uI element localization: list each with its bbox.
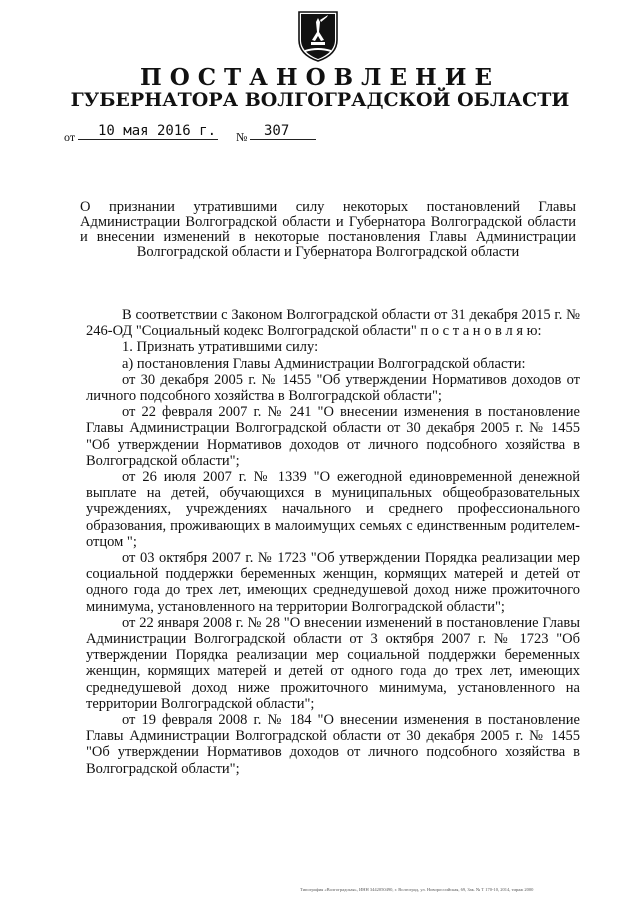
document-subtitle: ГУБЕРНАТОРА ВОЛГОГРАДСКОЙ ОБЛАСТИ: [70, 89, 570, 111]
document-title: ПОСТАНОВЛЕНИЕ: [140, 64, 500, 91]
document-heading: О признании утратившими силу некоторых постановлений Главы Администрации Волгоградской области и Губернатора Волгоградской области и внесении изменений в некоторые постановления Главы Администрации Волгоградской области и Губернатора Волгоградской области: [80, 199, 576, 260]
date-prefix-label: от: [64, 130, 76, 144]
number-label: №: [236, 130, 248, 144]
document-number: 307: [250, 122, 316, 140]
document-date: 10 мая 2016 г.: [78, 122, 218, 140]
paragraph: от 22 февраля 2007 г. № 241 "О внесении изменения в постановление Главы Администрации Волгоградской области от 30 декабря 2005 г. № 1455 "Об утверждении Нормативов доходов от личного подсобного хозяйства в Волгоградской области";: [86, 404, 580, 469]
paragraph: от 03 октября 2007 г. № 1723 "Об утверждении Порядка реализации мер социальной поддержки беременных женщин, кормящих матерей и детей от одного года до трех лет, имеющих среднедушевой доход ниже прожиточного минимума, установленного на территории Волгоградской области";: [86, 550, 580, 615]
coat-of-arms-icon: [297, 10, 339, 62]
printer-imprint: Типография «Волгоградская», ИНН 3442050490, г. Волгоград, ул. Новороссийская, 69, Зак. № Т 170-10, 2014, тираж 2000: [300, 887, 534, 892]
document-body: [86, 307, 580, 777]
date-line: [64, 122, 364, 144]
paragraph: от 26 июля 2007 г. № 1339 "О ежегодной единовременной денежной выплате на детей, обучающихся в муниципальных общеобразовательных учреждениях, учреждениях начального и среднего профессионального образования, проживающих в малоимущих семьях с единственным родителем-отцом ";: [86, 469, 580, 550]
paragraph: от 19 февраля 2008 г. № 184 "О внесении изменения в постановление Главы Администрации Волгоградской области от 30 декабря 2005 г. № 1455 "Об утверждении Нормативов доходов от личного подсобного хозяйства в Волгоградской области";: [86, 712, 580, 777]
paragraph: 1. Признать утратившими силу:: [122, 339, 319, 356]
paragraph: а) постановления Главы Администрации Волгоградской области:: [122, 355, 526, 372]
paragraph: В соответствии с Законом Волгоградской области от 31 декабря 2015 г. № 246-ОД "Социальный кодекс Волгоградской области" п о с т а н о в л я ю:: [86, 307, 580, 340]
paragraph: от 22 января 2008 г. № 28 "О внесении изменений в постановление Главы Администрации Волгоградской области от 3 октября 2007 г. № 1723 "Об утверждении Порядка реализации мер социальной поддержки беременных женщин, кормящих матерей и детей от одного года до трех лет, имеющих среднедушевой доход ниже прожиточного минимума, установленного на территории Волгоградской области";: [86, 614, 580, 712]
paragraph: от 30 декабря 2005 г. № 1455 "Об утверждении Нормативов доходов от личного подсобного хозяйства в Волгоградской области";: [86, 371, 580, 405]
